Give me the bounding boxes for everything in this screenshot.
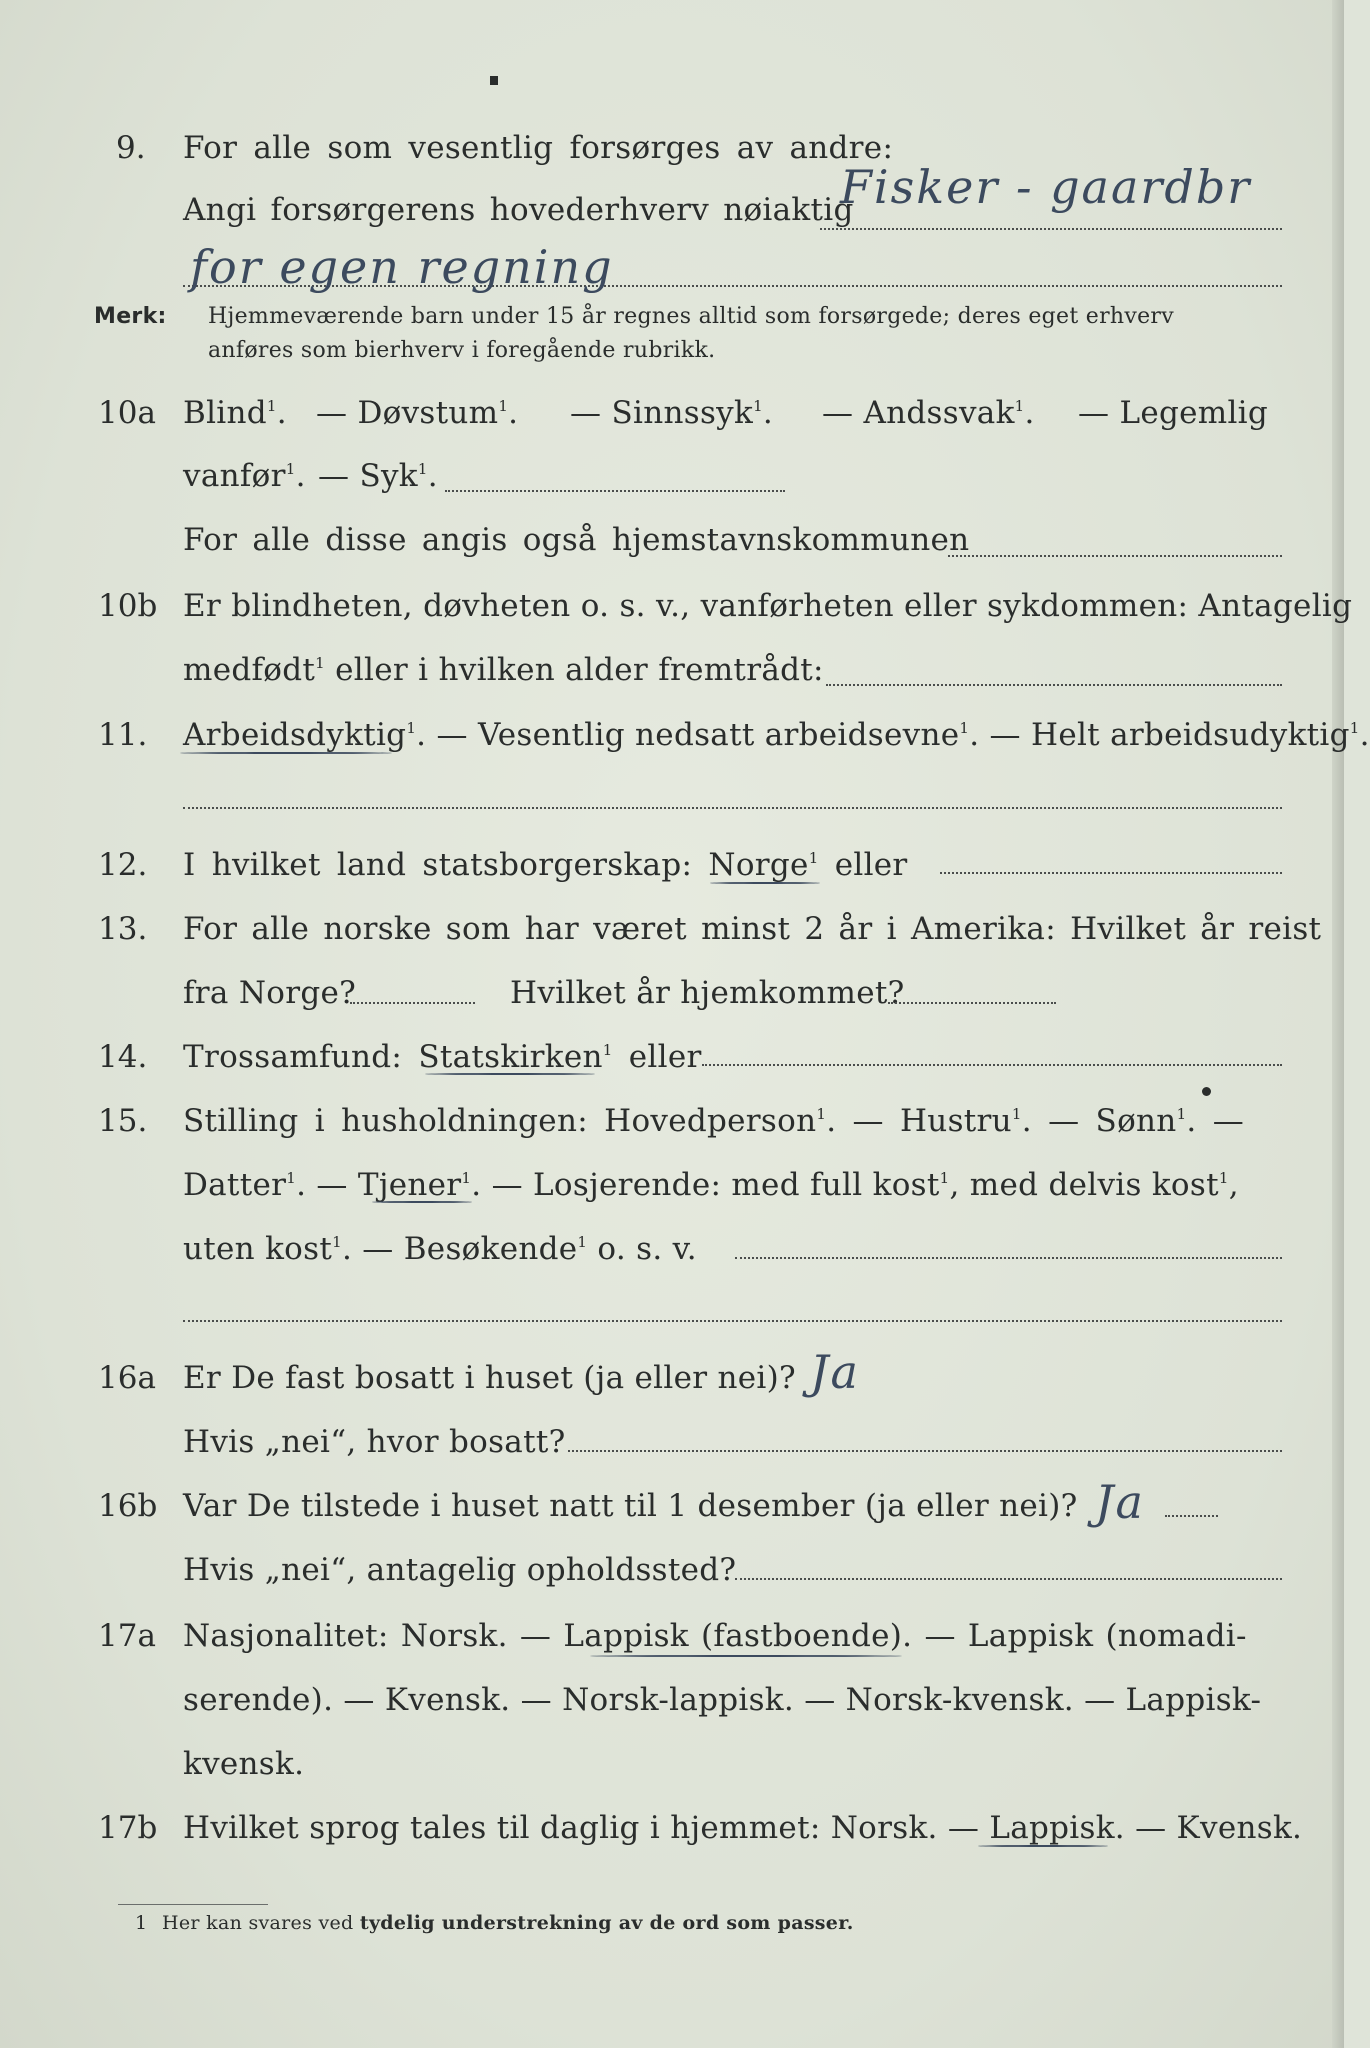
q10a-number: 10a bbox=[98, 395, 156, 431]
q12-answer-line bbox=[940, 872, 1282, 874]
q10b-number: 10b bbox=[98, 588, 158, 624]
q10a-opt-syk: — Syk$^1$. bbox=[318, 458, 438, 494]
q11-number: 11. bbox=[98, 717, 148, 753]
q10b-line1: Er blindheten, døvheten o. s. v., vanførheten eller sykdommen: Antagelig bbox=[183, 588, 1353, 624]
q13-line2b: Hvilket år hjemkommet? bbox=[510, 975, 905, 1011]
q15-line1: Stilling i husholdningen: Hovedperson$^1$. — Hustru$^1$. — Sønn$^1$. — bbox=[183, 1103, 1245, 1139]
q13-number: 13. bbox=[98, 911, 148, 947]
q13-line2a: fra Norge? bbox=[183, 975, 357, 1011]
q10a-opt-dovstum: — Døvstum$^1$. bbox=[316, 395, 519, 431]
q16b-answer-line bbox=[1165, 1515, 1218, 1517]
q17a-line3: kvensk. bbox=[183, 1746, 305, 1782]
q9-line1: For alle som vesentlig forsørges av andre: bbox=[183, 130, 894, 166]
footnote-rule bbox=[118, 1904, 268, 1905]
ink-dot bbox=[490, 76, 498, 85]
q9-line2: Angi forsørgerens hovederhverv nøiaktig bbox=[183, 192, 854, 228]
q11-underline-arbeidsdyktig bbox=[180, 752, 392, 754]
q17b-underline-lappisk bbox=[978, 1845, 1108, 1847]
q16b-line2: Hvis „nei“, antagelig opholdssted? bbox=[183, 1552, 737, 1588]
q10b-line2: medfødt$^1$ eller i hvilken alder fremtrådt: bbox=[183, 652, 824, 688]
merk-line2: anføres som bierhverv i foregående rubrikk. bbox=[208, 338, 716, 363]
merk-label: Merk: bbox=[94, 304, 167, 329]
q13-reist-line bbox=[350, 1002, 475, 1004]
q14-underline-statskirken bbox=[425, 1073, 595, 1075]
page-edge bbox=[1332, 0, 1344, 2048]
q10a-opt-blind: Blind$^1$. bbox=[183, 395, 287, 431]
q16b-opholdssted-line bbox=[735, 1578, 1282, 1580]
q13-hjemkommet-line bbox=[888, 1002, 1056, 1004]
q12-number: 12. bbox=[98, 847, 148, 883]
q16a-handwritten-answer: Ja bbox=[810, 1345, 860, 1399]
q14-number: 14. bbox=[98, 1039, 148, 1075]
q10a-syk-line bbox=[445, 490, 785, 492]
q15-answer-line-2 bbox=[183, 1320, 1282, 1322]
q16b-handwritten-answer: Ja bbox=[1095, 1475, 1145, 1529]
merk-line1: Hjemmeværende barn under 15 år regnes alltid som forsørgede; deres eget erhverv bbox=[208, 304, 1174, 329]
q10a-opt-vanfor: vanfør$^1$. bbox=[183, 458, 306, 494]
q10b-answer-line bbox=[826, 684, 1282, 686]
ink-mark bbox=[1202, 1087, 1211, 1096]
q10a-line3: For alle disse angis også hjemstavnskommunen bbox=[183, 522, 970, 558]
q15-answer-line bbox=[735, 1257, 1282, 1259]
q9-handwritten-occupation: Fisker - gaardbr bbox=[840, 160, 1252, 214]
q15-number: 15. bbox=[98, 1103, 148, 1139]
q17b-line1: Hvilket sprog tales til daglig i hjemmet: Norsk. — Lappisk. — Kvensk. bbox=[183, 1810, 1303, 1846]
q17a-number: 17a bbox=[98, 1618, 156, 1654]
q11-options: Arbeidsdyktig$^1$. — Vesentlig nedsatt arbeidsevne$^1$. — Helt arbeidsudyktig$^1$. bbox=[183, 717, 1370, 753]
q17a-underline-lappisk-fastboende bbox=[590, 1655, 902, 1657]
q17a-line1: Nasjonalitet: Norsk. — Lappisk (fastboende). — Lappisk (nomadi- bbox=[183, 1618, 1247, 1654]
q9-handwritten-occupation-2: for egen regning bbox=[190, 240, 614, 294]
q15-line3: uten kost$^1$. — Besøkende$^1$ o. s. v. bbox=[183, 1231, 697, 1267]
q15-underline-tjener bbox=[372, 1201, 472, 1203]
q10a-opt-legemlig: — Legemlig bbox=[1078, 395, 1269, 431]
footnote-marker: 1 bbox=[135, 1912, 148, 1934]
q14-answer-line bbox=[702, 1064, 1282, 1066]
q9-answer-line1 bbox=[820, 228, 1282, 230]
q16a-number: 16a bbox=[98, 1360, 156, 1396]
q12-text: I hvilket land statsborgerskap: Norge$^1$ eller bbox=[183, 847, 908, 883]
q16a-answer-line bbox=[568, 1450, 1282, 1452]
q11-answer-line bbox=[183, 807, 1282, 809]
q12-underline-norge bbox=[710, 882, 820, 884]
q16b-line1: Var De tilstede i huset natt til 1 desember (ja eller nei)? bbox=[183, 1488, 1078, 1524]
q17a-line2: serende). — Kvensk. — Norsk-lappisk. — Norsk-kvensk. — Lappisk- bbox=[183, 1682, 1262, 1718]
q10a-opt-andssvak: — Andssvak$^1$. bbox=[822, 395, 1035, 431]
q10a-hjemstavn-line bbox=[948, 555, 1282, 557]
q15-line2: Datter$^1$. — Tjener$^1$. — Losjerende: med full kost$^1$, med delvis kost$^1$, bbox=[183, 1167, 1239, 1203]
footnote-text: Her kan svares ved tydelig understrekning av de ord som passer. bbox=[162, 1912, 854, 1934]
q13-line1: For alle norske som har været minst 2 år i Amerika: Hvilket år reist bbox=[183, 911, 1322, 947]
q10a-opt-sinnssyk: — Sinnssyk$^1$. bbox=[570, 395, 774, 431]
q9-number: 9. bbox=[116, 130, 146, 166]
q14-text: Trossamfund: Statskirken$^1$ eller bbox=[183, 1039, 702, 1075]
q16a-line2: Hvis „nei“, hvor bosatt? bbox=[183, 1424, 566, 1460]
q16a-line1: Er De fast bosatt i huset (ja eller nei)? bbox=[183, 1360, 796, 1396]
q17b-number: 17b bbox=[98, 1810, 158, 1846]
q16b-number: 16b bbox=[98, 1488, 158, 1524]
